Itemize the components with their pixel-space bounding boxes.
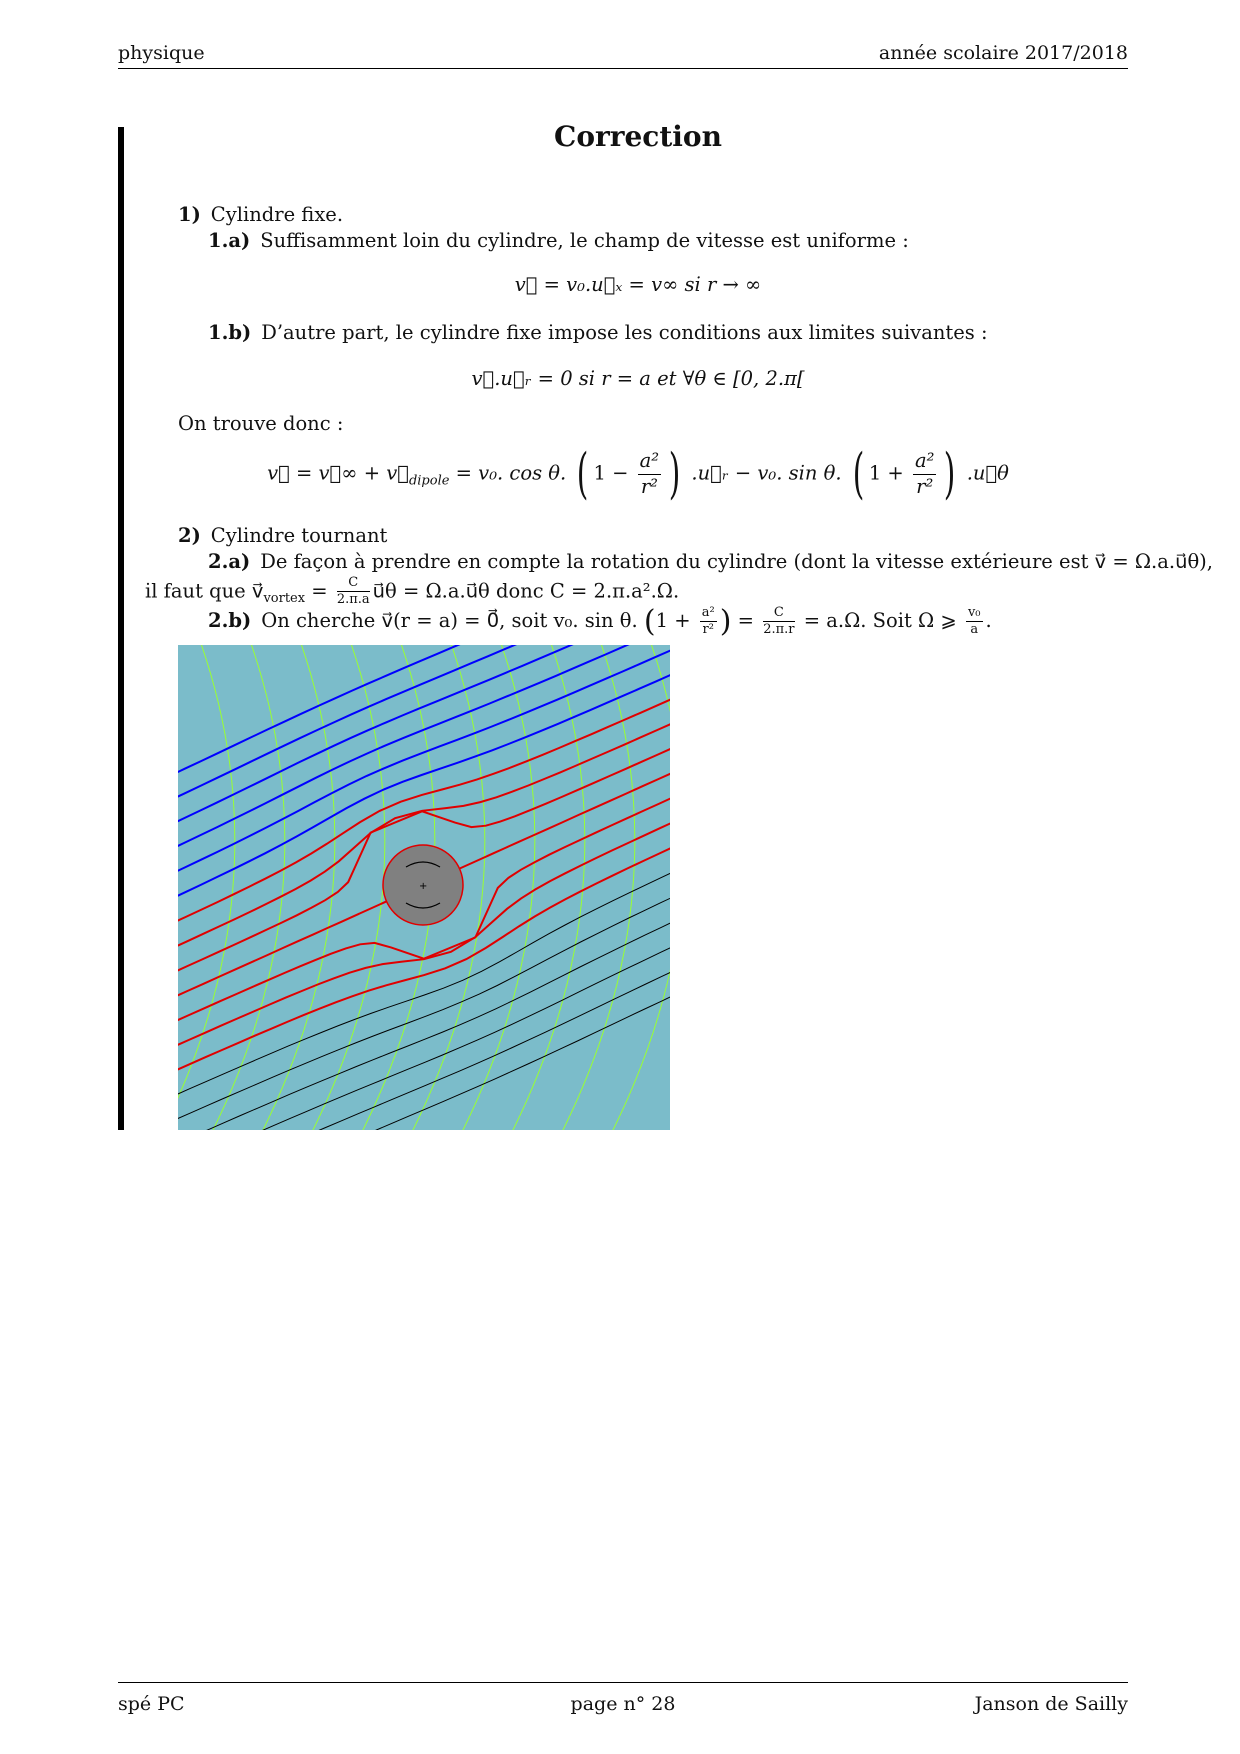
section-2-text: Cylindre tournant bbox=[210, 524, 388, 547]
header-left: physique bbox=[118, 42, 205, 64]
section-2a-sub: vortex bbox=[263, 591, 306, 607]
eq3-mid2: .u⃗ᵣ − v₀. sin θ. bbox=[691, 461, 842, 485]
section-2b-frac-3 bbox=[966, 605, 983, 639]
section-2-num: 2) bbox=[178, 524, 201, 547]
margin-bar bbox=[118, 127, 124, 1130]
page-header bbox=[118, 40, 1128, 69]
page-footer bbox=[118, 1682, 1128, 1717]
section-2b-mid: = bbox=[737, 609, 755, 632]
header-right: année scolaire 2017/2018 bbox=[878, 42, 1128, 64]
eq3-lhs: v⃗ = v⃗∞ + v⃗ bbox=[267, 461, 409, 485]
page-title: Correction bbox=[554, 120, 722, 153]
eq3-frac-1 bbox=[638, 449, 661, 499]
section-2a-text: De façon à prendre en compte la rotation du cylindre (dont la vitesse extérieure est v⃗ = Ω.a.u⃗θ), bbox=[260, 550, 1213, 573]
section-2a-eq: = bbox=[311, 579, 328, 603]
section-2a-num: 2.a) bbox=[208, 550, 251, 573]
eq3-frac-1-num: a² bbox=[638, 449, 661, 474]
eq3-one-plus: 1 + bbox=[868, 461, 904, 485]
section-2a-end: u⃗θ = Ω.a.u⃗θ donc C = 2.π.a².Ω. bbox=[372, 579, 680, 603]
section-1a-num: 1.a) bbox=[208, 229, 251, 252]
streamline-figure bbox=[178, 645, 670, 1130]
section-2b-mid2: = a.Ω. Soit Ω ⩾ bbox=[803, 609, 957, 632]
section-1a-text: Suffisamment loin du cylindre, le champ de vitesse est uniforme : bbox=[260, 229, 909, 252]
cylinder-center-mark: + bbox=[419, 881, 428, 892]
eq3-end: .u⃗θ bbox=[966, 461, 1009, 485]
streamline-plot bbox=[178, 645, 670, 1130]
footer-center: page n° 28 bbox=[570, 1693, 676, 1715]
eq3-paren-close-2: ) bbox=[944, 442, 956, 505]
eq3-paren-open-2: ( bbox=[852, 442, 865, 505]
section-2b-frac-1 bbox=[700, 605, 717, 639]
eq3-frac-2-den: r² bbox=[916, 474, 934, 498]
eq3-frac-2 bbox=[913, 449, 936, 499]
eq3-one-minus: 1 − bbox=[593, 461, 629, 485]
section-2b-frac-1-den: r² bbox=[702, 622, 714, 637]
equation-1: v⃗ = v₀.u⃗ₓ = v∞ si r → ∞ bbox=[514, 273, 762, 296]
section-2b-frac-1-num: a² bbox=[700, 605, 717, 622]
eq3-frac-2-num: a² bbox=[913, 449, 936, 474]
trouve-donc: On trouve donc : bbox=[178, 412, 344, 435]
footer-left: spé PC bbox=[118, 1693, 185, 1715]
section-2b bbox=[208, 604, 992, 639]
section-2b-paren-open: ( bbox=[643, 604, 656, 639]
section-1b-num: 1.b) bbox=[208, 321, 252, 344]
section-2b-frac-3-num: v₀ bbox=[966, 605, 983, 622]
section-2b-frac-2-den: 2.π.r bbox=[763, 622, 795, 637]
equation-2: v⃗.u⃗ᵣ = 0 si r = a et ∀θ ∈ [0, 2.π[ bbox=[471, 367, 805, 390]
section-2b-end: . bbox=[985, 609, 992, 632]
section-1-num: 1) bbox=[178, 203, 201, 226]
section-1 bbox=[178, 203, 343, 226]
section-2b-frac-2-num: C bbox=[763, 605, 794, 622]
section-2b-paren-close: ) bbox=[719, 604, 732, 639]
section-2 bbox=[178, 524, 387, 547]
section-2b-one-plus: 1 + bbox=[655, 609, 691, 632]
section-2b-text: On cherche v⃗(r = a) = 0⃗, soit v₀. sin θ. bbox=[261, 609, 638, 632]
eq3-paren-open-1: ( bbox=[577, 442, 589, 505]
eq3-mid1: = v₀. cos θ. bbox=[455, 461, 567, 485]
eq3-sub: dipole bbox=[408, 473, 450, 489]
section-2a bbox=[208, 550, 1213, 573]
section-1b-text: D’autre part, le cylindre fixe impose les conditions aux limites suivantes : bbox=[261, 321, 988, 344]
equation-3 bbox=[138, 442, 1138, 509]
section-2a-frac-num: C bbox=[337, 575, 370, 592]
section-2b-frac-2 bbox=[763, 605, 794, 639]
section-2b-frac-3-den: a bbox=[970, 622, 979, 637]
eq3-frac-1-den: r² bbox=[640, 474, 658, 498]
footer-right: Janson de Sailly bbox=[974, 1693, 1128, 1715]
section-1b bbox=[208, 321, 988, 344]
eq3-paren-close-1: ) bbox=[668, 442, 681, 505]
section-1-text: Cylindre fixe. bbox=[210, 203, 344, 226]
section-2b-num: 2.b) bbox=[208, 609, 252, 632]
section-1a bbox=[208, 229, 909, 252]
section-2a-start: il faut que v⃗ bbox=[145, 579, 264, 603]
section-2a-frac-den: 2.π.a bbox=[336, 592, 370, 608]
